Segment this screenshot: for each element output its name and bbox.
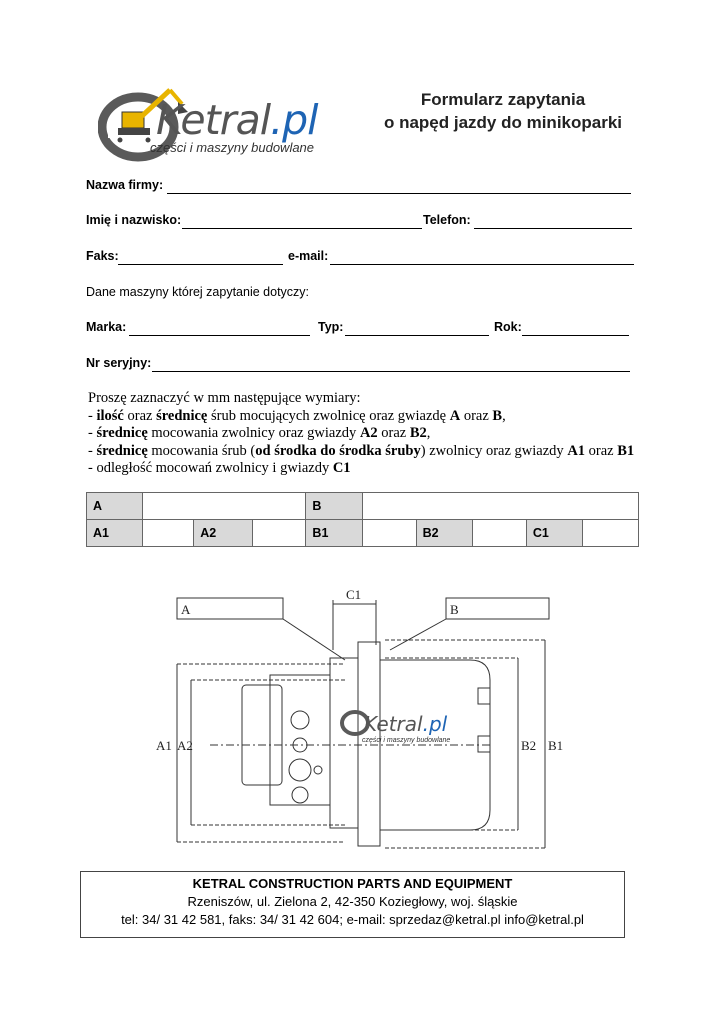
- port-icon: [291, 711, 309, 729]
- email-field[interactable]: [330, 264, 634, 265]
- label-a1: A1: [156, 738, 172, 753]
- brand-field[interactable]: [129, 335, 310, 336]
- travel-motor-drawing: [150, 580, 580, 860]
- label-a2: A2: [177, 738, 193, 753]
- sprocket-flange: [358, 642, 380, 846]
- cell-value-b[interactable]: [362, 493, 638, 520]
- title-line-2: o napęd jazdy do minikoparki: [383, 113, 623, 132]
- footer-company-name: KETRAL CONSTRUCTION PARTS AND EQUIPMENT: [192, 876, 513, 891]
- cell-value-a2[interactable]: [252, 520, 306, 547]
- port-icon: [292, 787, 308, 803]
- svg-text:Ketral.pl: Ketral.pl: [364, 712, 448, 736]
- motor-flange: [330, 658, 358, 828]
- full-name-field[interactable]: [182, 228, 422, 229]
- svg-text:części i maszyny budowlane: części i maszyny budowlane: [362, 737, 451, 744]
- cell-label-b: B: [306, 493, 362, 520]
- company-logo: [98, 82, 343, 162]
- table-row: [87, 520, 639, 547]
- machine-data-intro: Dane maszyny której zapytanie dotyczy:: [86, 285, 310, 299]
- email-label: e-mail:: [288, 249, 329, 263]
- cell-value-a[interactable]: [143, 493, 306, 520]
- table-row: [87, 493, 639, 520]
- logo-suffix: .pl: [270, 96, 318, 144]
- dimensions-table: [86, 492, 639, 547]
- motor-body: [270, 675, 330, 805]
- footer-contact: tel: 34/ 31 42 581, faks: 34/ 31 42 604; e-mail: sprzedaz@ketral.pl info@ketral.pl: [121, 912, 584, 927]
- leader-line-b: [390, 619, 446, 650]
- serial-number-label: Nr seryjny:: [86, 356, 152, 370]
- footer-address: Rzeniszów, ul. Zielona 2, 42-350 Koziegłowy, woj. śląskie: [187, 894, 518, 909]
- motor-valve-block: [242, 685, 282, 785]
- year-field[interactable]: [522, 335, 629, 336]
- company-footer: [80, 871, 625, 938]
- label-c1: C1: [346, 587, 362, 602]
- label-b1: B1: [548, 738, 564, 753]
- instruction-line-2: - średnicę mocowania zwolnicy oraz gwiazdy A2 oraz B2,: [88, 425, 431, 441]
- full-name-label: Imię i nazwisko:: [86, 213, 182, 227]
- cell-value-b1[interactable]: [362, 520, 416, 547]
- serial-number-field[interactable]: [152, 371, 630, 372]
- company-name-field[interactable]: [167, 193, 631, 194]
- instruction-line-4: - odległość mocowań zwolnicy i gwiazdy C1: [88, 460, 351, 476]
- cell-label-c1: C1: [526, 520, 582, 547]
- cell-value-c1[interactable]: [583, 520, 639, 547]
- title-line-1: Formularz zapytania: [420, 90, 586, 109]
- fax-label: Faks:: [86, 249, 119, 263]
- phone-field[interactable]: [474, 228, 632, 229]
- leader-line-a: [283, 619, 345, 660]
- instruction-line-3: - średnicę mocowania śrub (od środka do środka śruby) zwolnicy oraz gwiazdy A1 oraz B1: [88, 442, 635, 459]
- cell-value-b2[interactable]: [472, 520, 526, 547]
- cell-label-a2: A2: [194, 520, 252, 547]
- type-label: Typ:: [318, 320, 344, 334]
- instruction-line-1: - ilość oraz średnicę śrub mocujących zwolnicę oraz gwiazdę A oraz B,: [88, 407, 506, 424]
- logo-tagline: części i maszyny budowlane: [150, 140, 315, 155]
- type-field[interactable]: [345, 335, 489, 336]
- label-box-b: [446, 598, 549, 619]
- label-a: A: [181, 602, 191, 617]
- fax-field[interactable]: [118, 264, 283, 265]
- cell-label-a: A: [87, 493, 143, 520]
- label-b2: B2: [521, 738, 537, 753]
- port-icon: [289, 759, 311, 781]
- dimension-instructions: [88, 390, 648, 478]
- year-label: Rok:: [494, 320, 522, 334]
- form-title: [378, 88, 628, 134]
- label-box-a: [177, 598, 283, 619]
- logo-brand: Ketral: [156, 96, 271, 144]
- plug-icon: [478, 688, 490, 704]
- phone-label: Telefon:: [423, 213, 471, 227]
- cell-label-b2: B2: [416, 520, 472, 547]
- instructions-intro: Proszę zaznaczyć w mm następujące wymiary:: [88, 390, 361, 406]
- cell-label-b1: B1: [306, 520, 362, 547]
- port-icon: [314, 766, 322, 774]
- cell-value-a1[interactable]: [143, 520, 194, 547]
- company-name-label: Nazwa firmy:: [86, 178, 164, 192]
- logo-wordmark: [156, 96, 318, 144]
- cell-label-a1: A1: [87, 520, 143, 547]
- plug-icon: [478, 736, 490, 752]
- brand-label: Marka:: [86, 320, 127, 334]
- label-b: B: [450, 602, 459, 617]
